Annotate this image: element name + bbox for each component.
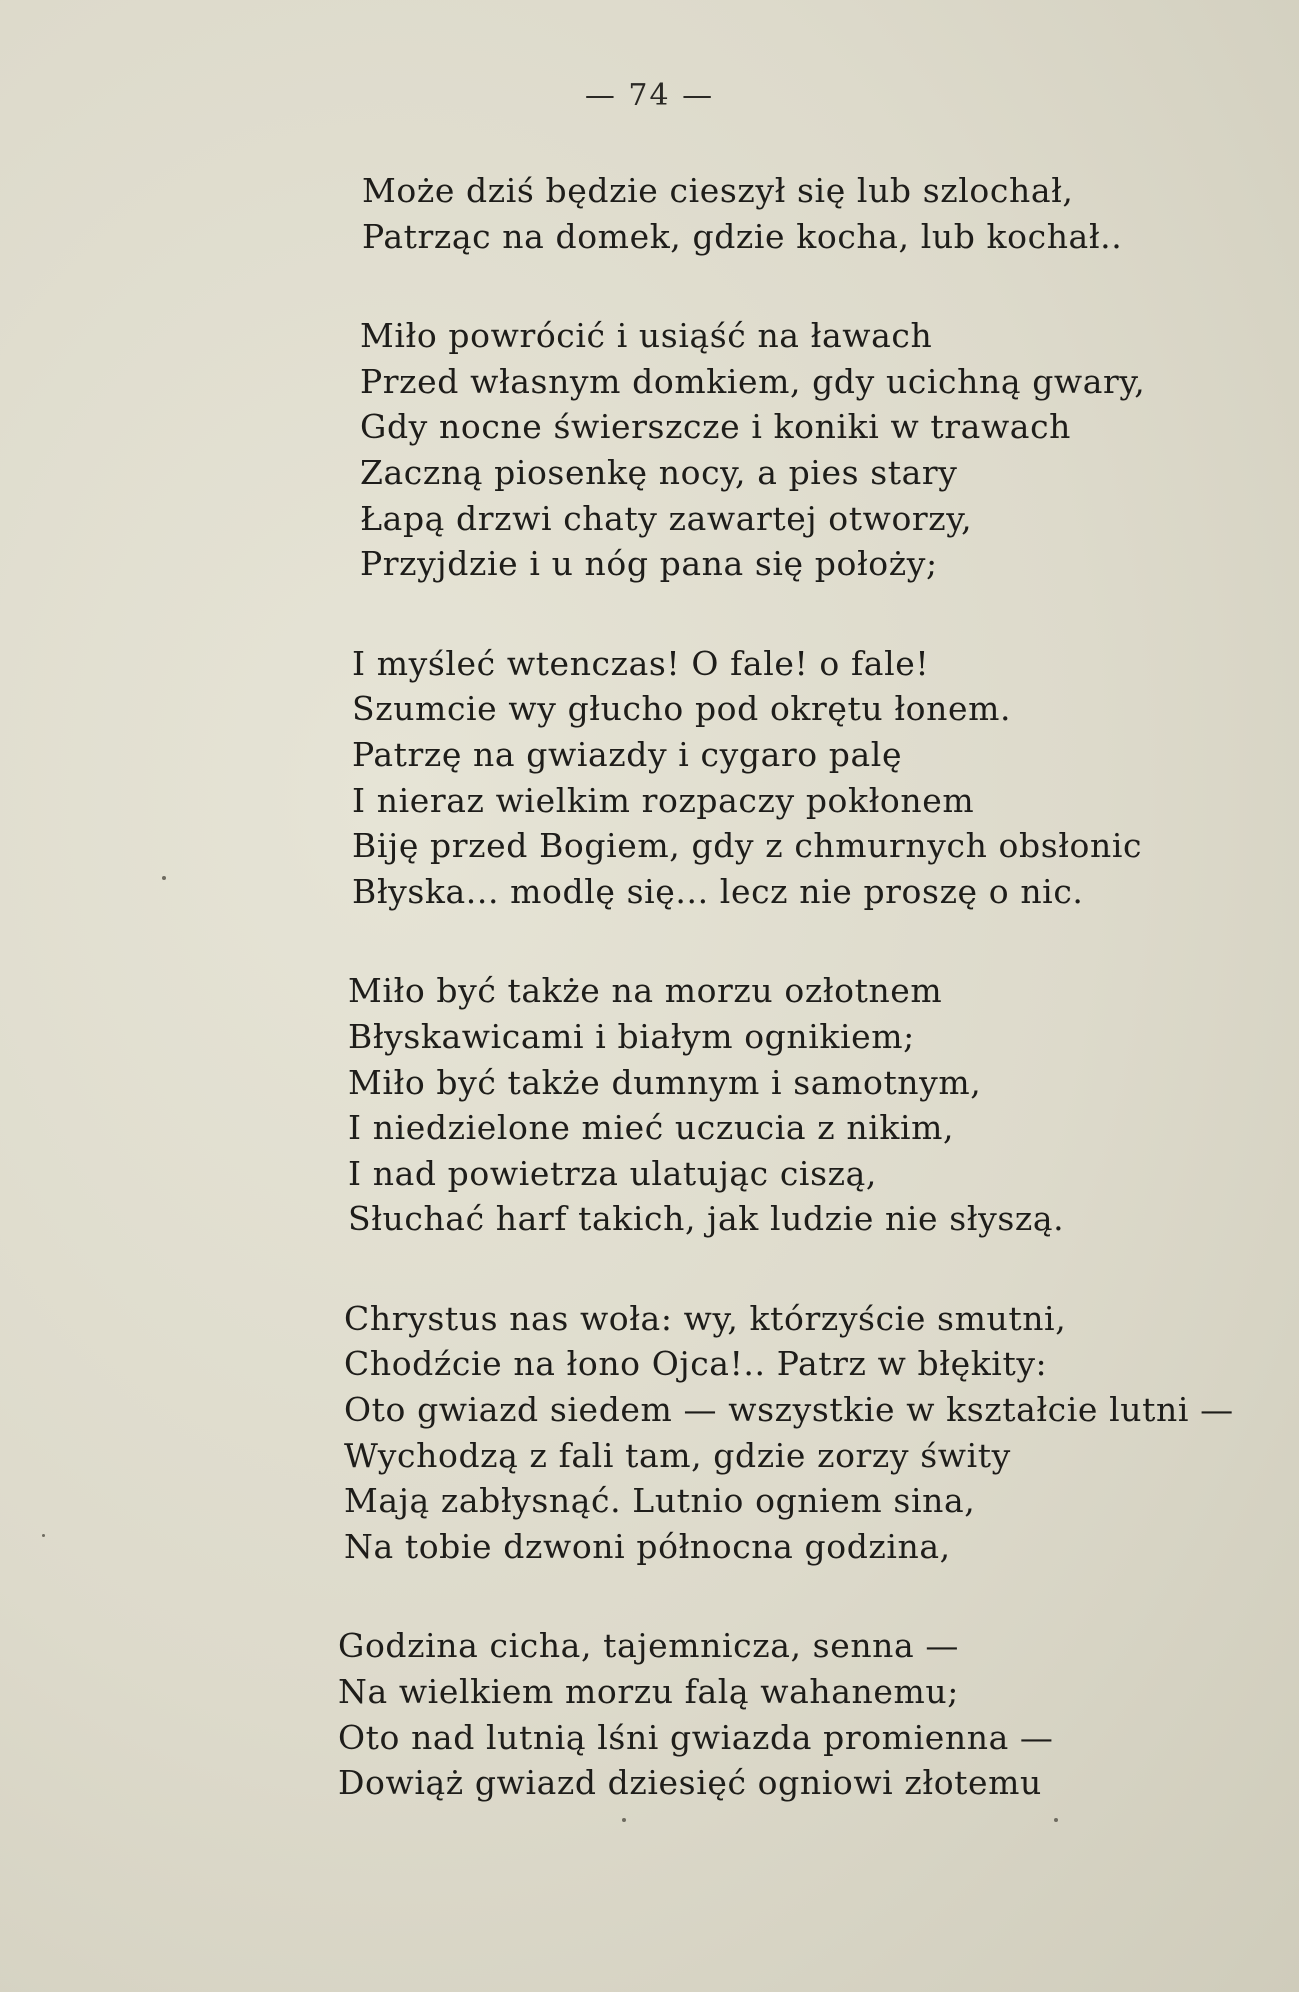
verse-line: Gdy nocne świerszcze i koniki w trawach — [360, 407, 1072, 447]
verse-line: Oto gwiazd siedem — wszystkie w kształcie lutni — — [344, 1390, 1234, 1430]
verse-line: Biję przed Bogiem, gdy z chmurnych obsłonic — [352, 826, 1143, 866]
verse-line: Może dziś będzie cieszył się lub szlochał, — [362, 171, 1074, 210]
stanza-5 — [344, 1296, 1242, 1570]
verse-line: Na tobie dzwoni północna godzina, — [344, 1526, 951, 1566]
verse-line: Godzina cicha, tajemnicza, senna — — [338, 1626, 959, 1666]
verse-line: Chrystus nas woła: wy, którzyście smutni, — [344, 1298, 1067, 1338]
verse-line: Oto nad lutnią lśni gwiazda promienna — — [338, 1717, 1054, 1757]
stanza-4 — [348, 968, 1242, 1242]
paper-speck — [42, 1534, 45, 1537]
verse-line: Przed własnym domkiem, gdy ucichną gwary, — [360, 361, 1146, 401]
verse-line: Miło być także na morzu ozłotnem — [348, 971, 943, 1011]
verse-line: Dowiąż gwiazd dziesięć ogniowi złotemu — [338, 1763, 1042, 1803]
paper-speck — [622, 1818, 626, 1822]
verse-line: Zaczną piosenkę nocy, a pies stary — [360, 452, 958, 492]
verse-line: Błyska... modlę się... lecz nie proszę o nic. — [352, 871, 1084, 911]
verse-line: Mają zabłysnąć. Lutnio ogniem sina, — [344, 1481, 976, 1521]
verse-line: Patrzę na gwiazdy i cygaro palę — [352, 734, 903, 774]
page-number: — 74 — — [584, 78, 715, 113]
verse-line: Łapą drzwi chaty zawartej otworzy, — [360, 498, 973, 538]
verse-line: I myśleć wtenczas! O fale! o fale! — [352, 643, 930, 683]
verse-line: I nad powietrza ulatując ciszą, — [348, 1153, 877, 1193]
verse-line: Wychodzą z fali tam, gdzie zorzy świty — [344, 1435, 1011, 1475]
verse-line: Na wielkiem morzu falą wahanemu; — [338, 1672, 959, 1712]
poem-text — [338, 168, 1242, 1860]
verse-line: Miło być także dumnym i samotnym, — [348, 1062, 982, 1102]
stanza-1 — [362, 168, 1242, 259]
stanza-6 — [338, 1623, 1242, 1805]
verse-line: Miło powrócić i usiąść na ławach — [360, 316, 933, 356]
paper-speck — [162, 876, 166, 880]
verse-line: Chodźcie na łono Ojca!.. Patrz w błękity: — [344, 1344, 1048, 1384]
verse-line: I niedzielone mieć uczucia z nikim, — [348, 1108, 955, 1148]
verse-line: Przyjdzie i u nóg pana się położy; — [360, 544, 938, 584]
verse-line: Patrząc na domek, gdzie kocha, lub kochał.. — [362, 216, 1123, 256]
paper-speck — [1054, 1818, 1058, 1822]
stanza-2 — [360, 313, 1242, 587]
verse-line: Słuchać harf takich, jak ludzie nie słyszą. — [348, 1199, 1065, 1239]
verse-line: I nieraz wielkim rozpaczy pokłonem — [352, 780, 975, 820]
stanza-3 — [352, 641, 1242, 915]
verse-line: Błyskawicami i białym ognikiem; — [348, 1016, 915, 1056]
verse-line: Szumcie wy głucho pod okrętu łonem. — [352, 689, 1012, 729]
